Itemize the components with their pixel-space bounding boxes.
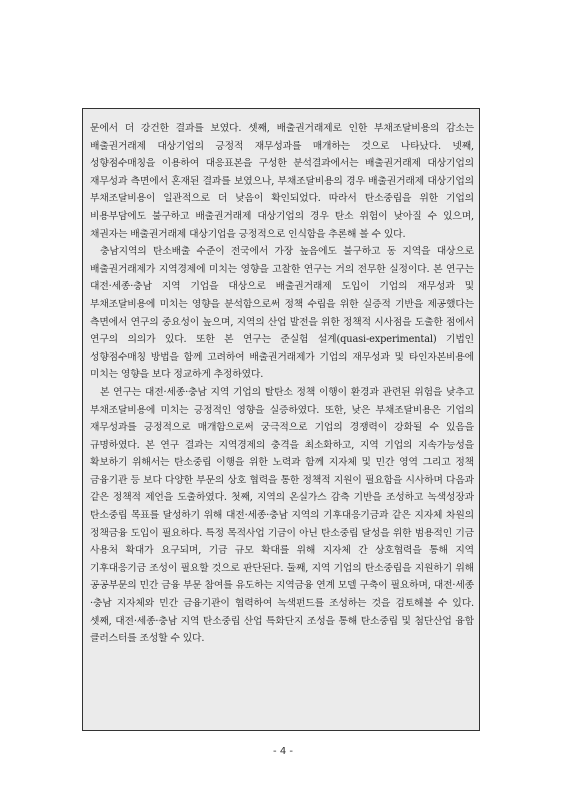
paragraph-results-continued: 문에서 더 강건한 결과를 보였다. 셋째, 배출권거래제로 인한 부채조달비용의 감소는 배출권거래제 대상기업의 긍정적 재무성과를 매개하는 것으로 나타났다. 넷째, 성향점수매칭을 이용하여 대응표본을 구성한 분석결과에서는 배출권거래제 대상기업의 재무성과 측면에서 혼재된 결과를 보였으나, 부채조달비용의 경우 배출권거래제 대상기업의 부채조달비용이 일관적으로 더 낮음이 확인되었다. 따라서 탄소중립을 위한 기업의 비용부담에도 불구하고 배출권거래제 대상기업의 경우 탄소 위험이 낮아질 수 있으며, 채권자는 배출권거래제 대상기업을 긍정적으로 인식함을 추론해 볼 수 있다.	[90, 123, 474, 240]
page-number: - 4 -	[273, 746, 293, 757]
paragraph-policy-recommendations: 본 연구는 대전·세종·충남 지역 기업의 탈탄소 정책 이행이 환경과 관련된 위험을 낮추고 부채조달비용에 미치는 긍정적인 영향을 실증하였다. 또한, 낮은 부채조달비용은 기업의 재무성과를 긍정적으로 매개함으로써 궁극적으로 기업의 경쟁력이 강화될 수 있음을 규명하였다. 본 연구 결과는 지역경제의 충격을 최소화하고, 지역 기업의 지속가능성을 확보하기 위해서는 탄소중립 이행을 위한 노력과 함께 지자체 및 민간 영역 그리고 정책 금융기관 등 보다 다양한 부문의 상호 협력을 통한 정책적 지원이 필요함을 시사하며 다음과 같은 정책적 제언을 도출하였다. 첫째, 지역의 온실가스 감축 기반을 조성하고 녹색성장과 탄소중립 목표를 달성하기 위해 대전·세종·충남 지역의 기후대응기금과 같은 지자체 차원의 정책금융 도입이 필요하다. 특정 목적사업 기금이 아닌 탄소중립 달성을 위한 범용적인 기금 사용처 확대가 요구되며, 기금 규모 확대를 위해 지자체 간 상호협력을 통해 지역 기후대응기금 조성이 필요할 것으로 판단된다. 둘째, 지역 기업의 탄소중립을 지원하기 위해 공공부문의 민간 금융 부문 참여를 유도하는 지역금융 연계 모델 구축이 필요하며, 대전·세종·충남 지자체와 민간 금융기관이 협력하여 녹색펀드를 조성하는 것을 검토해볼 수 있다. 셋째, 대전·세종·충남 지역 탄소중립 산업 특화단지 조성을 통해 탄소중립 및 첨단산업 융합 클러스터를 조성할 수 있다.	[90, 386, 474, 645]
summary-text-box	[82, 108, 480, 731]
paragraph-research-significance: 충남지역의 탄소배출 수준이 전국에서 가장 높음에도 불구하고 동 지역을 대상으로 배출권거래제가 지역경제에 미치는 영향을 고찰한 연구는 거의 전무한 실정이다. 본 연구는 대전·세종·충남 지역 기업을 대상으로 배출권거래제 도입이 기업의 재무성과 및 부채조달비용에 미치는 영향을 분석함으로써 정책 수립을 위한 실증적 기반을 제공했다는 측면에서 연구의 중요성이 높으며, 지역의 산업 발전을 위한 정책적 시사점을 도출한 점에서 연구의 의의가 있다. 또한 본 연구는 준실험 설계(quasi-experimental) 기법인 성향점수매칭 방법을 함께 고려하여 배출권거래제가 기업의 재무성과 및 타인자본비용에 미치는 영향을 보다 정교하게 추정하였다.	[90, 246, 474, 381]
